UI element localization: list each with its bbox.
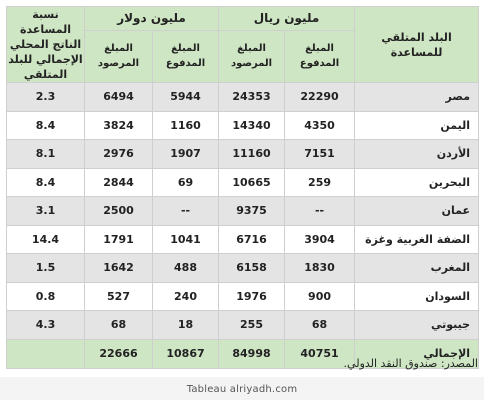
gdp-ratio-cell: 0.8: [7, 282, 85, 311]
gdp-ratio-cell: 14.4: [7, 225, 85, 254]
usd-paid-cell: 240: [153, 282, 219, 311]
table-row: [7, 197, 479, 226]
source-note: المصدر: صندوق النقد الدولي.: [343, 357, 478, 370]
country-cell: البحرين: [355, 168, 479, 197]
gdp-ratio-cell: 3.1: [7, 197, 85, 226]
table-row: [7, 254, 479, 283]
country-cell: عمان: [355, 197, 479, 226]
riyal-allocated-cell: 6716: [219, 225, 285, 254]
usd-paid-cell: 18: [153, 311, 219, 340]
total-label: الإجمالي: [355, 339, 479, 368]
total-riyal-allocated: 84998: [219, 339, 285, 368]
usd-allocated-cell: 3824: [85, 111, 153, 140]
riyal-allocated-cell: 255: [219, 311, 285, 340]
gdp-ratio-cell: 2.3: [7, 83, 85, 112]
riyal-allocated-cell: 6158: [219, 254, 285, 283]
table-row: [7, 282, 479, 311]
riyal-allocated-cell: 1976: [219, 282, 285, 311]
footer-bar: [0, 377, 484, 400]
riyal-paid-cell: 259: [285, 168, 355, 197]
usd-paid-cell: 1160: [153, 111, 219, 140]
table-row: [7, 140, 479, 169]
country-cell: جيبوتي: [355, 311, 479, 340]
header-usd-allocated: المبلغ المرصود: [85, 30, 153, 82]
table-row: [7, 311, 479, 340]
riyal-paid-cell: 22290: [285, 83, 355, 112]
gdp-ratio-cell: 1.5: [7, 254, 85, 283]
riyal-paid-cell: 1830: [285, 254, 355, 283]
header-riyal-group: مليون ريال: [219, 7, 355, 31]
riyal-allocated-cell: 14340: [219, 111, 285, 140]
header-riyal-allocated: المبلغ المرصود: [219, 30, 285, 82]
riyal-allocated-cell: 9375: [219, 197, 285, 226]
riyal-allocated-cell: 11160: [219, 140, 285, 169]
usd-paid-cell: 1041: [153, 225, 219, 254]
gdp-ratio-cell: 8.1: [7, 140, 85, 169]
header-usd-paid: المبلغ المدفوع: [153, 30, 219, 82]
country-cell: المغرب: [355, 254, 479, 283]
riyal-paid-cell: 4350: [285, 111, 355, 140]
aid-table-container: [6, 6, 478, 369]
usd-allocated-cell: 68: [85, 311, 153, 340]
header-country: البلد المتلقي للمساعدة: [355, 7, 479, 83]
usd-allocated-cell: 2844: [85, 168, 153, 197]
riyal-paid-cell: 68: [285, 311, 355, 340]
country-cell: الأردن: [355, 140, 479, 169]
brand-watermark[interactable]: Tableau alriyadh.com: [186, 384, 298, 395]
gdp-ratio-cell: 4.3: [7, 311, 85, 340]
riyal-paid-cell: 7151: [285, 140, 355, 169]
table-row: [7, 168, 479, 197]
usd-allocated-cell: 1642: [85, 254, 153, 283]
country-cell: الضفة الغربية وغزة: [355, 225, 479, 254]
table-row: [7, 225, 479, 254]
total-usd-paid: 10867: [153, 339, 219, 368]
riyal-paid-cell: 900: [285, 282, 355, 311]
usd-paid-cell: 488: [153, 254, 219, 283]
total-riyal-paid: 40751: [285, 339, 355, 368]
usd-allocated-cell: 2500: [85, 197, 153, 226]
header-gdp-ratio: نسبة المساعدة الناتج المحلي الإجمالي للبلد المتلقي: [8, 8, 83, 81]
header-dollar-group: مليون دولار: [85, 7, 219, 31]
riyal-paid-cell: 3904: [285, 225, 355, 254]
usd-paid-cell: 1907: [153, 140, 219, 169]
usd-allocated-cell: 6494: [85, 83, 153, 112]
table-row: [7, 83, 479, 112]
gdp-ratio-cell: 8.4: [7, 111, 85, 140]
usd-allocated-cell: 2976: [85, 140, 153, 169]
country-cell: اليمن: [355, 111, 479, 140]
aid-table: [6, 6, 479, 369]
total-gdp-ratio: [7, 339, 85, 368]
gdp-ratio-cell: 8.4: [7, 168, 85, 197]
riyal-allocated-cell: 10665: [219, 168, 285, 197]
country-cell: مصر: [355, 83, 479, 112]
country-cell: السودان: [355, 282, 479, 311]
usd-allocated-cell: 527: [85, 282, 153, 311]
riyal-paid-cell: --: [285, 197, 355, 226]
usd-paid-cell: --: [153, 197, 219, 226]
table-row: [7, 111, 479, 140]
usd-paid-cell: 69: [153, 168, 219, 197]
total-usd-allocated: 22666: [85, 339, 153, 368]
riyal-allocated-cell: 24353: [219, 83, 285, 112]
usd-allocated-cell: 1791: [85, 225, 153, 254]
usd-paid-cell: 5944: [153, 83, 219, 112]
header-riyal-paid: المبلغ المدفوع: [285, 30, 355, 82]
